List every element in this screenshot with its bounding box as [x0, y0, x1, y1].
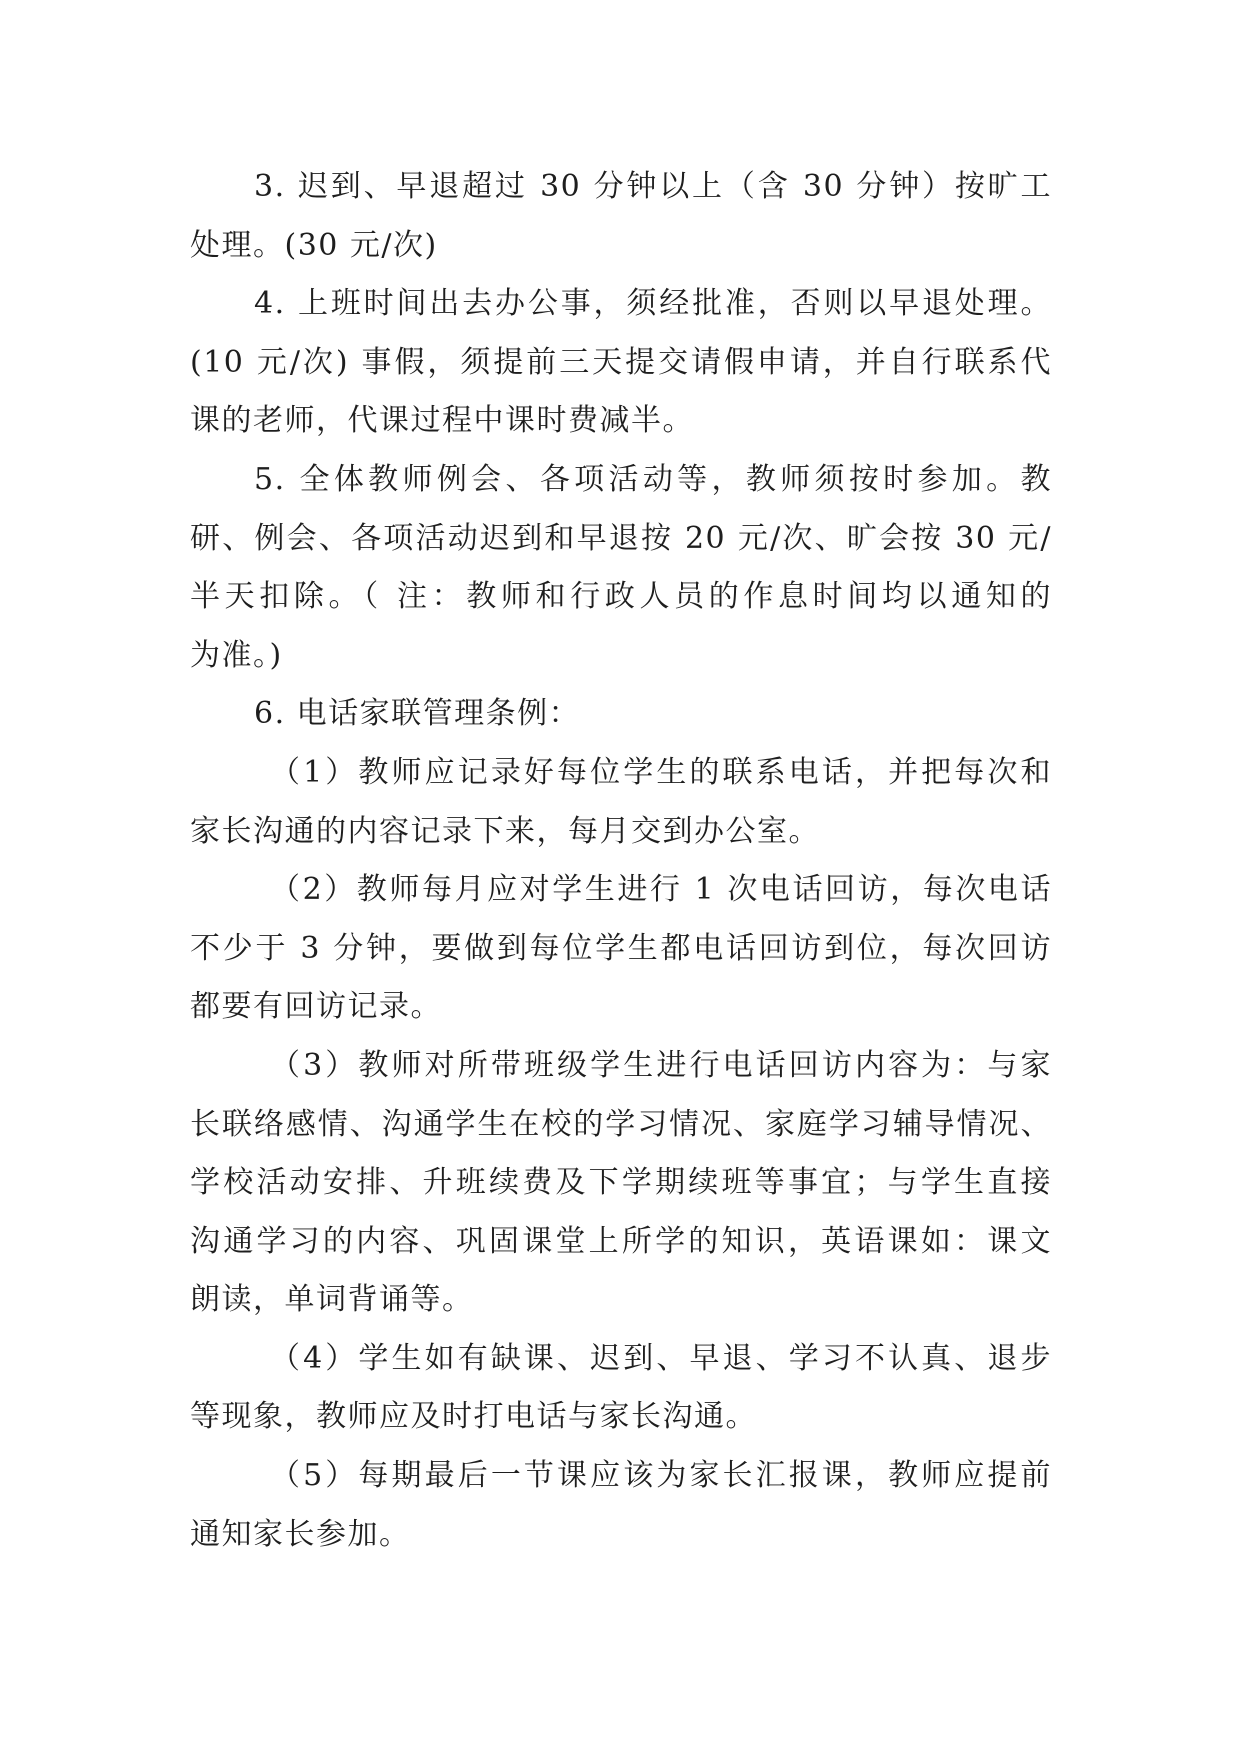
text-line: （4）学生如有缺课、迟到、早退、学习不认真、退步: [270, 1340, 1052, 1376]
text-line: 5. 全体教师例会、各项活动等，教师须按时参加。教: [254, 461, 1052, 497]
sub-item-2: [190, 861, 1052, 1037]
sub-item-1: [190, 744, 1052, 861]
text-line: 3. 迟到、早退超过 30 分钟以上（含 30 分钟）按旷工: [254, 169, 1052, 204]
text-line: （5）每期最后一节课应该为家长汇报课，教师应提前: [270, 1458, 1052, 1494]
paragraph-item-5: [190, 451, 1052, 685]
sub-item-5: [190, 1447, 1052, 1564]
paragraph-item-3: [190, 158, 1052, 275]
text-line: 不少于 3 分钟，要做到每位学生都电话回访到位，每次回访: [190, 930, 1052, 966]
text-line: 学校活动安排、升班续费及下学期续班等事宜；与学生直接: [190, 1165, 1052, 1201]
text-line: 为准。): [190, 637, 283, 673]
sub-item-3: [190, 1037, 1052, 1330]
text-line: 研、例会、各项活动迟到和早退按 20 元/次、旷会按 30 元/: [190, 520, 1052, 556]
text-line: 沟通学习的内容、巩固课堂上所学的知识，英语课如：课文: [190, 1223, 1052, 1259]
text-line: 家长沟通的内容记录下来，每月交到办公室。: [190, 813, 820, 849]
section-heading-phone-contact: [190, 685, 1052, 744]
text-line: (10 元/次) 事假，须提前三天提交请假申请，并自行联系代: [190, 344, 1052, 380]
text-line: （3）教师对所带班级学生进行电话回访内容为：与家: [270, 1047, 1052, 1083]
text-line: 4. 上班时间出去办公事，须经批准，否则以早退处理。: [254, 286, 1052, 322]
text-line: 6. 电话家联管理条例：: [254, 696, 581, 732]
text-line: 通知家长参加。: [190, 1516, 411, 1552]
text-line: 等现象，教师应及时打电话与家长沟通。: [190, 1399, 757, 1435]
sub-item-4: [190, 1330, 1052, 1447]
text-line: 半天扣除。（ 注：教师和行政人员的作息时间均以通知的: [190, 579, 1052, 615]
text-line: 课的老师，代课过程中课时费减半。: [190, 403, 694, 439]
text-line: （2）教师每月应对学生进行 1 次电话回访，每次电话: [270, 872, 1052, 908]
text-line: 长联络感情、沟通学生在校的学习情况、家庭学习辅导情况、: [190, 1106, 1052, 1142]
document-body: [190, 158, 1052, 1564]
text-line: 朗读，单词背诵等。: [190, 1282, 474, 1318]
text-line: 处理。(30 元/次): [190, 227, 438, 263]
text-line: （1）教师应记录好每位学生的联系电话，并把每次和: [270, 754, 1052, 790]
text-line: 都要有回访记录。: [190, 989, 442, 1025]
paragraph-item-4: [190, 275, 1052, 451]
